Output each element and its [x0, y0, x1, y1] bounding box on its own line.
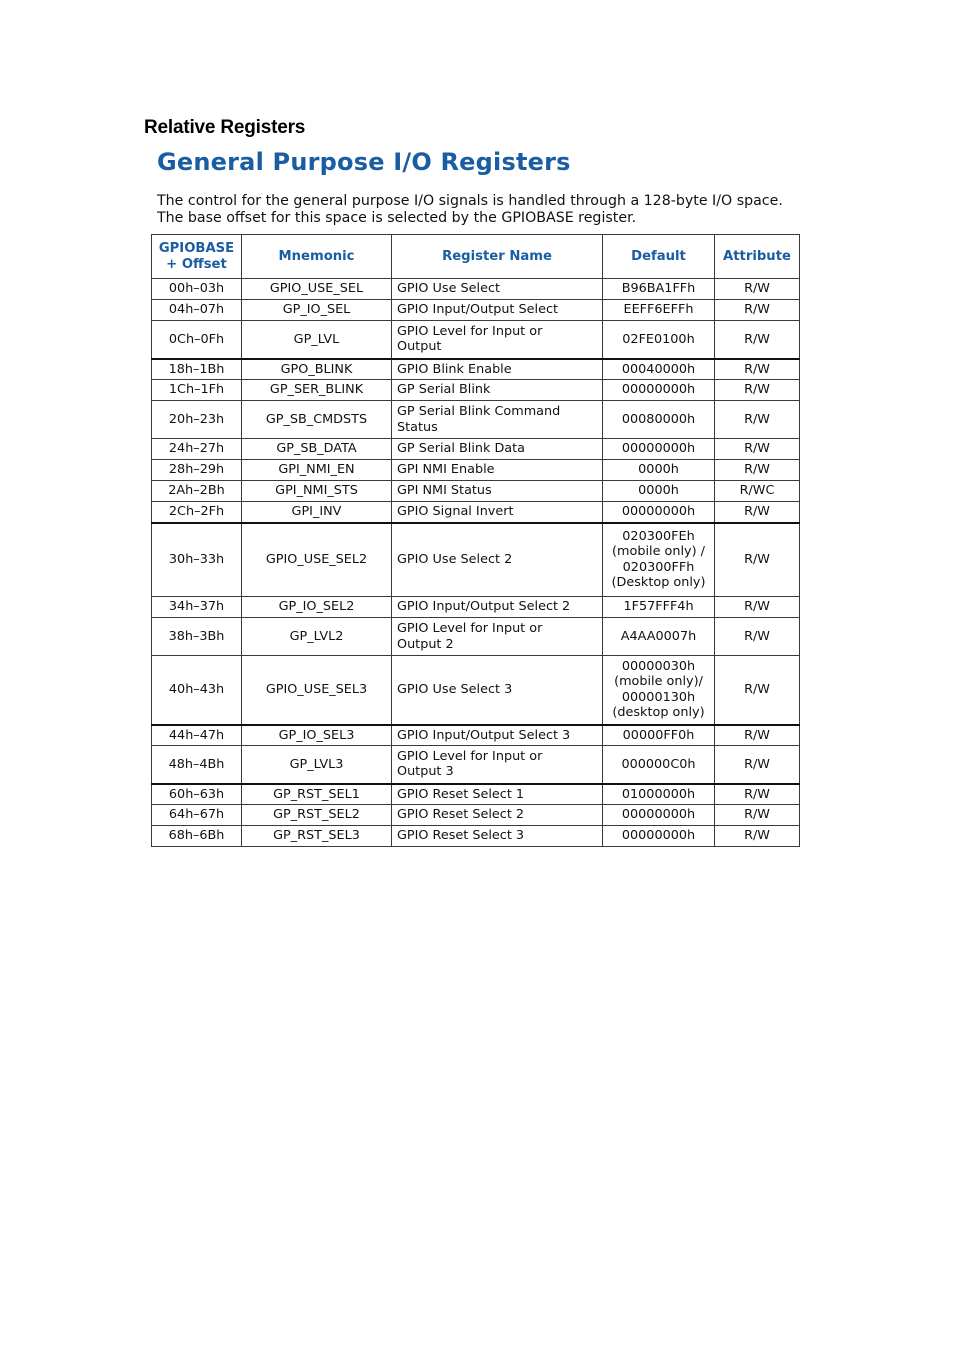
page-heading: Relative Registers — [144, 117, 306, 138]
mnemonic-cell: GPO_BLINK — [242, 359, 392, 380]
offset-cell: 04h–07h — [152, 300, 242, 321]
offset-cell: 2Ch–2Fh — [152, 502, 242, 523]
mnemonic-cell: GP_LVL — [242, 321, 392, 359]
mnemonic-cell: GPIO_USE_SEL2 — [242, 523, 392, 597]
offset-cell: 68h–6Bh — [152, 826, 242, 847]
register-name-cell: GPIO Use Select 2 — [392, 523, 603, 597]
offset-cell: 1Ch–1Fh — [152, 380, 242, 401]
mnemonic-cell: GP_RST_SEL1 — [242, 784, 392, 805]
register-name-cell: GPIO Input/Output Select 3 — [392, 725, 603, 746]
attribute-cell: R/WC — [715, 481, 800, 502]
offset-cell: 38h–3Bh — [152, 618, 242, 656]
table-row — [152, 618, 800, 656]
default-cell: 00000000h — [603, 826, 715, 847]
register-name-cell: GPIO Blink Enable — [392, 359, 603, 380]
table-row — [152, 502, 800, 523]
default-cell: 0000h — [603, 481, 715, 502]
offset-cell: 60h–63h — [152, 784, 242, 805]
default-cell: A4AA0007h — [603, 618, 715, 656]
default-cell: 000000C0h — [603, 746, 715, 784]
mnemonic-cell: GP_RST_SEL3 — [242, 826, 392, 847]
register-name-cell: GPIO Input/Output Select — [392, 300, 603, 321]
table-row — [152, 725, 800, 746]
table-row — [152, 523, 800, 597]
attribute-cell: R/W — [715, 618, 800, 656]
mnemonic-cell: GPIO_USE_SEL3 — [242, 656, 392, 725]
register-name-cell: GPIO Reset Select 2 — [392, 805, 603, 826]
default-cell: 00000000h — [603, 380, 715, 401]
table-row — [152, 597, 800, 618]
table-row — [152, 826, 800, 847]
attribute-cell: R/W — [715, 439, 800, 460]
table-row — [152, 300, 800, 321]
mnemonic-cell: GPIO_USE_SEL — [242, 279, 392, 300]
attribute-cell: R/W — [715, 656, 800, 725]
mnemonic-cell: GPI_NMI_STS — [242, 481, 392, 502]
attribute-cell: R/W — [715, 597, 800, 618]
register-name-cell: GPIO Reset Select 1 — [392, 784, 603, 805]
gpio-register-table — [151, 234, 800, 847]
default-cell: 00040000h — [603, 359, 715, 380]
register-name-cell: GP Serial Blink — [392, 380, 603, 401]
default-cell: 01000000h — [603, 784, 715, 805]
mnemonic-cell: GP_IO_SEL2 — [242, 597, 392, 618]
table-row — [152, 805, 800, 826]
table-row — [152, 401, 800, 439]
header-default: Default — [603, 235, 715, 279]
register-name-cell: GPIO Reset Select 3 — [392, 826, 603, 847]
offset-cell: 20h–23h — [152, 401, 242, 439]
attribute-cell: R/W — [715, 746, 800, 784]
register-name-cell: GPIO Signal Invert — [392, 502, 603, 523]
attribute-cell: R/W — [715, 359, 800, 380]
offset-cell: 18h–1Bh — [152, 359, 242, 380]
table-row — [152, 481, 800, 502]
intro-paragraph: The control for the general purpose I/O signals is handled through a 128-byte I/O space. The base offset for this space is selected by the GPIOBASE register. — [157, 193, 783, 226]
default-cell: EEFF6EFFh — [603, 300, 715, 321]
mnemonic-cell: GP_LVL3 — [242, 746, 392, 784]
offset-cell: 28h–29h — [152, 460, 242, 481]
default-cell: 02FE0100h — [603, 321, 715, 359]
mnemonic-cell: GP_RST_SEL2 — [242, 805, 392, 826]
default-cell: 00000FF0h — [603, 725, 715, 746]
table-row — [152, 380, 800, 401]
offset-cell: 30h–33h — [152, 523, 242, 597]
default-cell: 00080000h — [603, 401, 715, 439]
offset-cell: 2Ah–2Bh — [152, 481, 242, 502]
attribute-cell: R/W — [715, 784, 800, 805]
header-gpiobase-offset: GPIOBASE + Offset — [152, 235, 242, 279]
attribute-cell: R/W — [715, 826, 800, 847]
register-name-cell: GPIO Use Select 3 — [392, 656, 603, 725]
table-body — [152, 279, 800, 847]
default-cell: 00000000h — [603, 805, 715, 826]
mnemonic-cell: GP_SB_DATA — [242, 439, 392, 460]
header-attribute: Attribute — [715, 235, 800, 279]
attribute-cell: R/W — [715, 380, 800, 401]
section-title: General Purpose I/O Registers — [157, 148, 571, 176]
register-name-cell: GPIO Use Select — [392, 279, 603, 300]
default-cell: 020300FEh (mobile only) / 020300FFh (Desktop only) — [603, 523, 715, 597]
attribute-cell: R/W — [715, 502, 800, 523]
mnemonic-cell: GP_IO_SEL — [242, 300, 392, 321]
register-name-cell: GPIO Level for Input or Output 2 — [392, 618, 603, 656]
mnemonic-cell: GP_SER_BLINK — [242, 380, 392, 401]
mnemonic-cell: GP_IO_SEL3 — [242, 725, 392, 746]
table-row — [152, 359, 800, 380]
header-register-name: Register Name — [392, 235, 603, 279]
attribute-cell: R/W — [715, 805, 800, 826]
register-name-cell: GPIO Level for Input or Output 3 — [392, 746, 603, 784]
register-name-cell: GPIO Input/Output Select 2 — [392, 597, 603, 618]
register-name-cell: GPI NMI Enable — [392, 460, 603, 481]
default-cell: 1F57FFF4h — [603, 597, 715, 618]
default-cell: 00000000h — [603, 502, 715, 523]
table-row — [152, 784, 800, 805]
table-header-row — [152, 235, 800, 279]
mnemonic-cell: GPI_INV — [242, 502, 392, 523]
offset-cell: 64h–67h — [152, 805, 242, 826]
register-name-cell: GP Serial Blink Data — [392, 439, 603, 460]
table-row — [152, 460, 800, 481]
attribute-cell: R/W — [715, 279, 800, 300]
register-name-cell: GPIO Level for Input or Output — [392, 321, 603, 359]
default-cell: 00000030h (mobile only)/ 00000130h (desktop only) — [603, 656, 715, 725]
attribute-cell: R/W — [715, 460, 800, 481]
table-row — [152, 279, 800, 300]
offset-cell: 24h–27h — [152, 439, 242, 460]
default-cell: B96BA1FFh — [603, 279, 715, 300]
default-cell: 0000h — [603, 460, 715, 481]
register-name-cell: GP Serial Blink Command Status — [392, 401, 603, 439]
table-row — [152, 746, 800, 784]
mnemonic-cell: GP_SB_CMDSTS — [242, 401, 392, 439]
offset-cell: 34h–37h — [152, 597, 242, 618]
attribute-cell: R/W — [715, 725, 800, 746]
table-row — [152, 321, 800, 359]
offset-cell: 48h–4Bh — [152, 746, 242, 784]
default-cell: 00000000h — [603, 439, 715, 460]
table-row — [152, 656, 800, 725]
offset-cell: 40h–43h — [152, 656, 242, 725]
offset-cell: 00h–03h — [152, 279, 242, 300]
attribute-cell: R/W — [715, 321, 800, 359]
offset-cell: 0Ch–0Fh — [152, 321, 242, 359]
header-mnemonic: Mnemonic — [242, 235, 392, 279]
mnemonic-cell: GP_LVL2 — [242, 618, 392, 656]
mnemonic-cell: GPI_NMI_EN — [242, 460, 392, 481]
table-row — [152, 439, 800, 460]
attribute-cell: R/W — [715, 523, 800, 597]
attribute-cell: R/W — [715, 300, 800, 321]
attribute-cell: R/W — [715, 401, 800, 439]
offset-cell: 44h–47h — [152, 725, 242, 746]
register-name-cell: GPI NMI Status — [392, 481, 603, 502]
